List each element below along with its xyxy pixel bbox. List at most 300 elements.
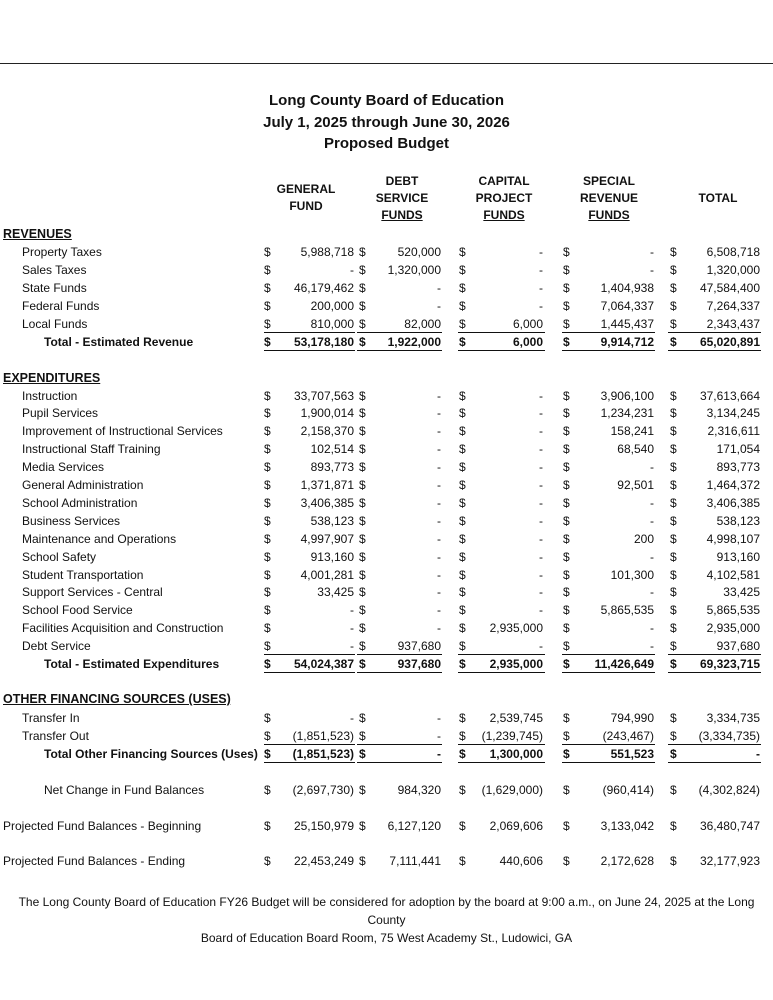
currency-symbol: $ [670, 728, 677, 743]
currency-symbol: $ [670, 495, 677, 510]
value-capital: - [539, 495, 543, 510]
value-general: - [350, 603, 354, 618]
currency-symbol: $ [670, 603, 677, 618]
currency-symbol: $ [459, 245, 466, 259]
value-debt: - [437, 406, 441, 421]
currency-symbol: $ [670, 746, 677, 761]
underline-rule [668, 654, 761, 655]
currency-symbol: $ [264, 639, 271, 654]
revenue-row-label: State Funds [22, 280, 87, 295]
value-capital: (1,629,000) [481, 783, 543, 797]
underline-rule [562, 332, 655, 333]
page-title: Long County Board of Education [269, 92, 504, 109]
currency-symbol: $ [563, 424, 570, 439]
currency-symbol: $ [359, 657, 366, 671]
value-general: 22,453,249 [293, 854, 354, 868]
underline-rule [458, 332, 545, 333]
expenditure-row-label: Improvement of Instructional Services [22, 424, 223, 439]
currency-symbol: $ [563, 442, 570, 457]
value-debt: - [437, 280, 441, 295]
currency-symbol: $ [459, 728, 466, 743]
value-capital: - [539, 639, 543, 654]
value-general: 893,773 [310, 460, 354, 475]
value-capital: - [539, 549, 543, 564]
currency-symbol: $ [459, 603, 466, 618]
ending-balance-label: Projected Fund Balances - Ending [3, 854, 186, 868]
currency-symbol: $ [459, 442, 466, 457]
currency-symbol: $ [670, 245, 677, 259]
value-general: 5,988,718 [300, 245, 354, 259]
value-capital: - [539, 567, 543, 582]
col-header-debt [354, 173, 450, 224]
value-general: 2,158,370 [300, 424, 354, 439]
value-total: 5,865,535 [706, 603, 760, 618]
value-total: 937,680 [716, 639, 760, 654]
value-debt: - [437, 442, 441, 457]
currency-symbol: $ [359, 603, 366, 618]
currency-symbol: $ [264, 245, 271, 259]
other-financing-total-label: Total Other Financing Sources (Uses) [44, 746, 258, 761]
currency-symbol: $ [359, 746, 366, 761]
footer-note [0, 893, 773, 947]
value-total: 6,508,718 [706, 245, 760, 259]
col-header-special-line1: SPECIAL [582, 174, 635, 188]
currency-symbol: $ [670, 442, 677, 457]
value-debt: 82,000 [404, 316, 441, 331]
value-general: 1,371,871 [300, 478, 354, 492]
value-general: 4,997,907 [300, 531, 354, 546]
value-special: - [650, 262, 654, 277]
underline-rule [357, 654, 442, 655]
value-special: 158,241 [610, 424, 654, 439]
currency-symbol: $ [459, 531, 466, 546]
value-debt: 1,922,000 [387, 334, 441, 349]
currency-symbol: $ [670, 334, 677, 349]
value-special: 5,865,535 [600, 603, 654, 618]
value-special: - [650, 549, 654, 564]
value-debt: - [437, 298, 441, 313]
currency-symbol: $ [264, 549, 271, 564]
value-debt: - [437, 621, 441, 636]
value-special: - [650, 513, 654, 528]
value-capital: 2,935,000 [489, 657, 543, 671]
value-special: 92,501 [617, 478, 654, 492]
currency-symbol: $ [459, 585, 466, 600]
currency-symbol: $ [563, 549, 570, 564]
value-special: 1,234,231 [600, 406, 654, 421]
underline-rule [357, 762, 442, 763]
col-header-special-line3: FUNDS [588, 208, 630, 222]
value-debt: - [437, 603, 441, 618]
currency-symbol: $ [670, 639, 677, 654]
revenue-row-label: Local Funds [22, 316, 88, 331]
value-debt: - [437, 567, 441, 582]
expenditure-row-label: Student Transportation [22, 567, 144, 582]
currency-symbol: $ [670, 657, 677, 671]
currency-symbol: $ [264, 657, 271, 671]
currency-symbol: $ [264, 424, 271, 439]
value-debt: - [437, 711, 441, 725]
value-debt: 937,680 [397, 657, 441, 671]
underline-rule [264, 654, 355, 655]
currency-symbol: $ [563, 406, 570, 421]
underline-rule [264, 762, 355, 763]
currency-symbol: $ [563, 819, 570, 833]
value-total: 3,134,245 [706, 406, 760, 421]
expenditure-row-label: Debt Service [22, 639, 91, 654]
currency-symbol: $ [459, 513, 466, 528]
underline-rule [264, 332, 355, 333]
currency-symbol: $ [670, 567, 677, 582]
currency-symbol: $ [563, 567, 570, 582]
value-general: 33,707,563 [293, 388, 354, 403]
value-capital: - [539, 424, 543, 439]
revenue-row-label: Property Taxes [22, 245, 102, 259]
currency-symbol: $ [459, 495, 466, 510]
currency-symbol: $ [264, 406, 271, 421]
value-total: 913,160 [716, 549, 760, 564]
value-special: 551,523 [610, 746, 654, 761]
currency-symbol: $ [359, 334, 366, 349]
value-total: 69,323,715 [699, 657, 760, 671]
value-total: - [756, 746, 760, 761]
value-general: (1,851,523) [292, 746, 354, 761]
date-range: July 1, 2025 through June 30, 2026 [263, 114, 510, 131]
underline-rule [458, 654, 545, 655]
value-special: (243,467) [602, 728, 654, 743]
currency-symbol: $ [670, 819, 677, 833]
currency-symbol: $ [459, 819, 466, 833]
underline-rule [668, 350, 761, 351]
currency-symbol: $ [670, 549, 677, 564]
currency-symbol: $ [563, 388, 570, 403]
currency-symbol: $ [264, 854, 271, 868]
value-debt: - [437, 746, 441, 761]
value-total: 171,054 [716, 442, 760, 457]
col-header-capital-line1: CAPITAL [478, 174, 530, 188]
currency-symbol: $ [459, 549, 466, 564]
underline-rule [264, 744, 355, 745]
underline-rule [668, 332, 761, 333]
value-capital: - [539, 478, 543, 492]
expenditure-row-label: Instruction [22, 388, 78, 403]
currency-symbol: $ [264, 746, 271, 761]
value-general: 102,514 [310, 442, 354, 457]
currency-symbol: $ [264, 585, 271, 600]
value-special: 7,064,337 [600, 298, 654, 313]
beginning-balance-label: Projected Fund Balances - Beginning [3, 819, 202, 833]
value-special: 3,133,042 [600, 819, 654, 833]
currency-symbol: $ [264, 316, 271, 331]
value-capital: 2,069,606 [489, 819, 543, 833]
value-capital: 2,539,745 [489, 711, 543, 725]
value-total: 7,264,337 [706, 298, 760, 313]
value-special: 68,540 [617, 442, 654, 457]
col-header-debt-line3: FUNDS [381, 208, 423, 222]
col-header-total [668, 190, 768, 207]
other-financing-row-label: Transfer Out [22, 728, 89, 743]
value-capital: 1,300,000 [489, 746, 543, 761]
currency-symbol: $ [264, 460, 271, 475]
value-general: (1,851,523) [292, 728, 354, 743]
currency-symbol: $ [563, 531, 570, 546]
currency-symbol: $ [459, 334, 466, 349]
value-total: 47,584,400 [699, 280, 760, 295]
value-special: 200 [633, 531, 654, 546]
value-debt: - [437, 728, 441, 743]
value-debt: - [437, 531, 441, 546]
currency-symbol: $ [359, 567, 366, 582]
value-debt: - [437, 424, 441, 439]
currency-symbol: $ [670, 460, 677, 475]
value-total: 65,020,891 [699, 334, 760, 349]
value-special: - [650, 245, 654, 259]
currency-symbol: $ [359, 424, 366, 439]
currency-symbol: $ [359, 531, 366, 546]
underline-rule [357, 672, 442, 673]
currency-symbol: $ [563, 621, 570, 636]
currency-symbol: $ [563, 280, 570, 295]
value-debt: - [437, 478, 441, 492]
value-special: - [650, 495, 654, 510]
currency-symbol: $ [459, 406, 466, 421]
currency-symbol: $ [563, 245, 570, 259]
underline-rule [458, 350, 545, 351]
currency-symbol: $ [459, 711, 466, 725]
currency-symbol: $ [563, 316, 570, 331]
value-special: - [650, 621, 654, 636]
expenditure-row-label: Media Services [22, 460, 105, 475]
value-total: 2,343,437 [706, 316, 760, 331]
currency-symbol: $ [264, 388, 271, 403]
value-general: 33,425 [317, 585, 354, 600]
value-general: 810,000 [310, 316, 354, 331]
expenditure-row-label: Pupil Services [22, 406, 99, 421]
col-header-capital-line2: PROJECT [475, 191, 533, 205]
col-header-general-line2: FUND [289, 199, 323, 213]
underline-rule [562, 672, 655, 673]
currency-symbol: $ [563, 783, 570, 797]
net-change-label: Net Change in Fund Balances [44, 783, 205, 797]
value-total: 4,102,581 [706, 567, 760, 582]
currency-symbol: $ [264, 478, 271, 492]
value-special: 11,426,649 [594, 657, 654, 671]
value-total: (4,302,824) [698, 783, 760, 797]
value-general: - [350, 262, 354, 277]
value-total: (3,334,735) [698, 728, 760, 743]
currency-symbol: $ [359, 460, 366, 475]
other-financing-row-label: Transfer In [22, 711, 80, 725]
currency-symbol: $ [359, 478, 366, 492]
value-capital: - [539, 513, 543, 528]
value-capital: - [539, 603, 543, 618]
value-debt: - [437, 495, 441, 510]
currency-symbol: $ [670, 783, 677, 797]
underline-rule [668, 744, 761, 745]
value-debt: 520,000 [397, 245, 441, 259]
currency-symbol: $ [670, 406, 677, 421]
currency-symbol: $ [459, 262, 466, 277]
currency-symbol: $ [563, 603, 570, 618]
currency-symbol: $ [359, 245, 366, 259]
value-special: 1,404,938 [600, 280, 654, 295]
value-general: (2,697,730) [292, 783, 354, 797]
col-header-general-line1: GENERAL [276, 182, 336, 196]
underline-rule [264, 672, 355, 673]
col-header-debt-line2: SERVICE [375, 191, 429, 205]
underline-rule [668, 672, 761, 673]
currency-symbol: $ [670, 513, 677, 528]
currency-symbol: $ [459, 657, 466, 671]
revenue-row-label: Federal Funds [22, 298, 100, 313]
col-header-capital [454, 173, 554, 224]
value-capital: - [539, 298, 543, 313]
value-total: 1,320,000 [706, 262, 760, 277]
currency-symbol: $ [359, 316, 366, 331]
value-special: - [650, 639, 654, 654]
underline-rule [357, 332, 442, 333]
value-total: 893,773 [716, 460, 760, 475]
currency-symbol: $ [264, 334, 271, 349]
value-general: 200,000 [310, 298, 354, 313]
currency-symbol: $ [264, 280, 271, 295]
currency-symbol: $ [670, 585, 677, 600]
underline-rule [458, 762, 545, 763]
value-general: 53,178,180 [293, 334, 354, 349]
currency-symbol: $ [670, 262, 677, 277]
col-header-special [560, 173, 658, 224]
budget-subtitle: Proposed Budget [323, 135, 449, 152]
currency-symbol: $ [264, 819, 271, 833]
currency-symbol: $ [359, 621, 366, 636]
expenditure-row-label: Facilities Acquisition and Construction [22, 621, 224, 636]
currency-symbol: $ [670, 388, 677, 403]
underline-rule [357, 350, 442, 351]
value-special: 1,445,437 [600, 316, 654, 331]
expenditure-row-label: General Administration [22, 478, 144, 492]
expenditure-total-label: Total - Estimated Expenditures [44, 657, 220, 671]
underline-rule [562, 654, 655, 655]
currency-symbol: $ [359, 783, 366, 797]
value-capital: 2,935,000 [489, 621, 543, 636]
currency-symbol: $ [459, 280, 466, 295]
value-debt: 937,680 [397, 639, 441, 654]
footer-line2: Board of Education Board Room, 75 West Academy St., Ludowici, GA [200, 931, 573, 945]
value-capital: 6,000 [512, 316, 543, 331]
currency-symbol: $ [459, 478, 466, 492]
currency-symbol: $ [459, 316, 466, 331]
revenues-heading: REVENUES [3, 227, 72, 241]
value-total: 4,998,107 [706, 531, 760, 546]
currency-symbol: $ [563, 657, 570, 671]
top-rule [0, 63, 773, 64]
expenditure-row-label: School Food Service [22, 603, 133, 618]
currency-symbol: $ [264, 711, 271, 725]
currency-symbol: $ [359, 585, 366, 600]
col-header-total-line1: TOTAL [698, 191, 738, 205]
col-header-capital-line3: FUNDS [483, 208, 525, 222]
value-general: 25,150,979 [293, 819, 354, 833]
value-special: 9,914,712 [600, 334, 654, 349]
currency-symbol: $ [264, 728, 271, 743]
value-debt: - [437, 549, 441, 564]
value-total: 33,425 [723, 585, 760, 600]
value-total: 3,406,385 [706, 495, 760, 510]
value-special: - [650, 585, 654, 600]
value-general: 538,123 [310, 513, 354, 528]
value-general: 3,406,385 [300, 495, 354, 510]
currency-symbol: $ [359, 819, 366, 833]
expenditure-row-label: Business Services [22, 513, 121, 528]
currency-symbol: $ [459, 783, 466, 797]
value-capital: - [539, 460, 543, 475]
currency-symbol: $ [359, 728, 366, 743]
value-debt: - [437, 513, 441, 528]
currency-symbol: $ [359, 262, 366, 277]
currency-symbol: $ [459, 746, 466, 761]
underline-rule [562, 744, 655, 745]
currency-symbol: $ [359, 549, 366, 564]
footer-line1: The Long County Board of Education FY26 Budget will be considered for adoption by the board at 9:00 a.m., on June 24, 2025 at the Long County [18, 895, 755, 927]
currency-symbol: $ [670, 854, 677, 868]
currency-symbol: $ [359, 442, 366, 457]
value-total: 37,613,664 [699, 388, 760, 403]
value-capital: - [539, 388, 543, 403]
value-capital: - [539, 442, 543, 457]
currency-symbol: $ [670, 531, 677, 546]
underline-rule [357, 744, 442, 745]
value-capital: 440,606 [499, 854, 543, 868]
value-general: 1,900,014 [300, 406, 354, 421]
value-debt: 984,320 [397, 783, 441, 797]
value-capital: - [539, 531, 543, 546]
currency-symbol: $ [264, 567, 271, 582]
currency-symbol: $ [359, 854, 366, 868]
currency-symbol: $ [459, 424, 466, 439]
currency-symbol: $ [264, 531, 271, 546]
value-general: - [350, 621, 354, 636]
value-debt: 6,127,120 [387, 819, 441, 833]
currency-symbol: $ [563, 639, 570, 654]
value-general: 46,179,462 [293, 280, 354, 295]
value-capital: 6,000 [512, 334, 543, 349]
currency-symbol: $ [563, 298, 570, 313]
currency-symbol: $ [563, 728, 570, 743]
value-special: - [650, 460, 654, 475]
other-financing-heading: OTHER FINANCING SOURCES (USES) [3, 692, 231, 706]
currency-symbol: $ [670, 621, 677, 636]
value-capital: (1,239,745) [481, 728, 543, 743]
currency-symbol: $ [670, 316, 677, 331]
value-debt: - [437, 388, 441, 403]
underline-rule [668, 762, 761, 763]
currency-symbol: $ [359, 639, 366, 654]
value-general: 54,024,387 [293, 657, 354, 671]
currency-symbol: $ [670, 280, 677, 295]
currency-symbol: $ [264, 603, 271, 618]
value-special: 3,906,100 [600, 388, 654, 403]
col-header-special-line2: REVENUE [579, 191, 638, 205]
value-total: 3,334,735 [706, 711, 760, 725]
currency-symbol: $ [563, 585, 570, 600]
currency-symbol: $ [264, 513, 271, 528]
value-capital: - [539, 262, 543, 277]
currency-symbol: $ [459, 567, 466, 582]
currency-symbol: $ [264, 783, 271, 797]
currency-symbol: $ [359, 298, 366, 313]
currency-symbol: $ [459, 388, 466, 403]
expenditures-heading: EXPENDITURES [3, 371, 101, 385]
